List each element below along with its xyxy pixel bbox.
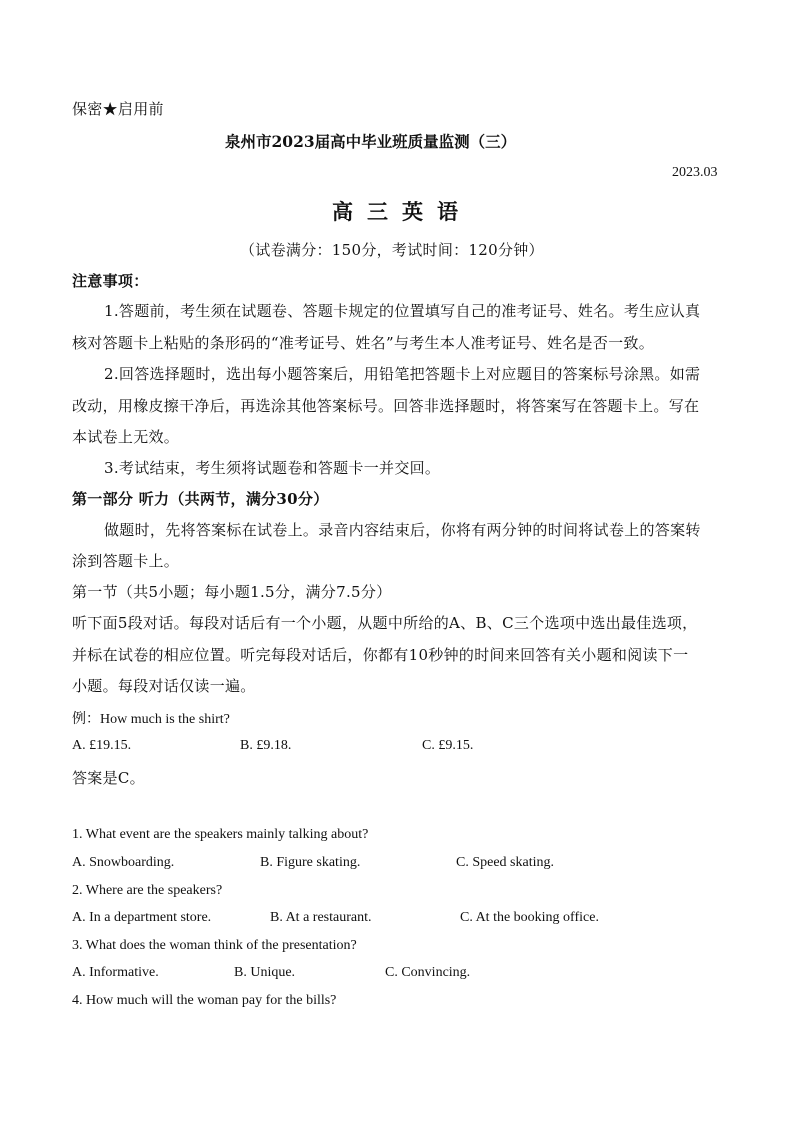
example-option-b: B. £9.18. xyxy=(240,738,292,753)
note-item-3: 3.考试结束，考生须将试题卷和答题卡一并交回。 xyxy=(104,459,441,477)
part1-heading: 第一部分 听力（共两节，满分30分） xyxy=(72,490,329,508)
question-3-option-b: B. Unique. xyxy=(234,965,296,980)
question-3-option-a: A. Informative. xyxy=(72,965,159,980)
example-option-c: C. £9.15. xyxy=(422,738,474,753)
note-item-1-line-2: 核对答题卡上粘贴的条形码的“准考证号、姓名”与考生本人准考证号、姓名是否一致。 xyxy=(72,334,655,352)
question-1-option-a: A. Snowboarding. xyxy=(72,855,175,870)
question-4: 4. How much will the woman pay for the bills? xyxy=(72,993,337,1008)
section1-instruction-line-2: 并标在试卷的相应位置。听完每段对话后，你都有10秒钟的时间来回答有关小题和阅读下一 xyxy=(72,646,689,664)
notes-heading: 注意事项： xyxy=(72,272,149,290)
section1-instruction-line-1: 听下面5段对话。每段对话后有一个小题，从题中所给的A、B、C三个选项中选出最佳选项， xyxy=(72,614,698,632)
note-item-2-line-2: 改动，用橡皮擦干净后，再选涂其他答案标号。回答非选择题时，将答案写在答题卡上。写在 xyxy=(72,397,700,415)
note-item-1-line-1: 1.答题前，考生须在试题卷、答题卡规定的位置填写自己的准考证号、姓名。考生应认真 xyxy=(104,302,701,320)
question-2-option-b: B. At a restaurant. xyxy=(270,910,372,925)
subject-title: 高三英语 xyxy=(332,199,472,224)
exam-info: （试卷满分：150分，考试时间：120分钟） xyxy=(240,241,544,259)
example-answer: 答案是C。 xyxy=(72,769,145,787)
section1-instruction-line-3: 小题。每段对话仅读一遍。 xyxy=(72,677,256,695)
question-3-option-c: C. Convincing. xyxy=(385,965,471,980)
confidential-mark: 保密★启用前 xyxy=(72,100,164,118)
question-1: 1. What event are the speakers mainly talking about? xyxy=(72,827,369,842)
exam-title: 泉州市2023届高中毕业班质量监测（三） xyxy=(225,132,517,151)
question-1-option-b: B. Figure skating. xyxy=(260,855,361,870)
example-option-a: A. £19.15. xyxy=(72,738,132,753)
example-question: 例：How much is the shirt? xyxy=(72,712,230,727)
question-2: 2. Where are the speakers? xyxy=(72,883,223,898)
note-item-2-line-3: 本试卷上无效。 xyxy=(72,428,180,446)
question-2-option-a: A. In a department store. xyxy=(72,910,212,925)
section1-heading: 第一节（共5小题；每小题1.5分，满分7.5分） xyxy=(72,583,392,601)
question-2-option-c: C. At the booking office. xyxy=(460,910,599,925)
question-1-option-c: C. Speed skating. xyxy=(456,855,554,870)
note-item-2-line-1: 2.回答选择题时，选出每小题答案后，用铅笔把答题卡上对应题目的答案标号涂黑。如需 xyxy=(104,365,701,383)
part1-intro-line-2: 涂到答题卡上。 xyxy=(72,552,180,570)
question-3: 3. What does the woman think of the presentation? xyxy=(72,938,357,953)
exam-date: 2023.03 xyxy=(672,165,718,180)
part1-intro-line-1: 做题时，先将答案标在试卷上。录音内容结束后，你将有两分钟的时间将试卷上的答案转 xyxy=(104,521,701,539)
